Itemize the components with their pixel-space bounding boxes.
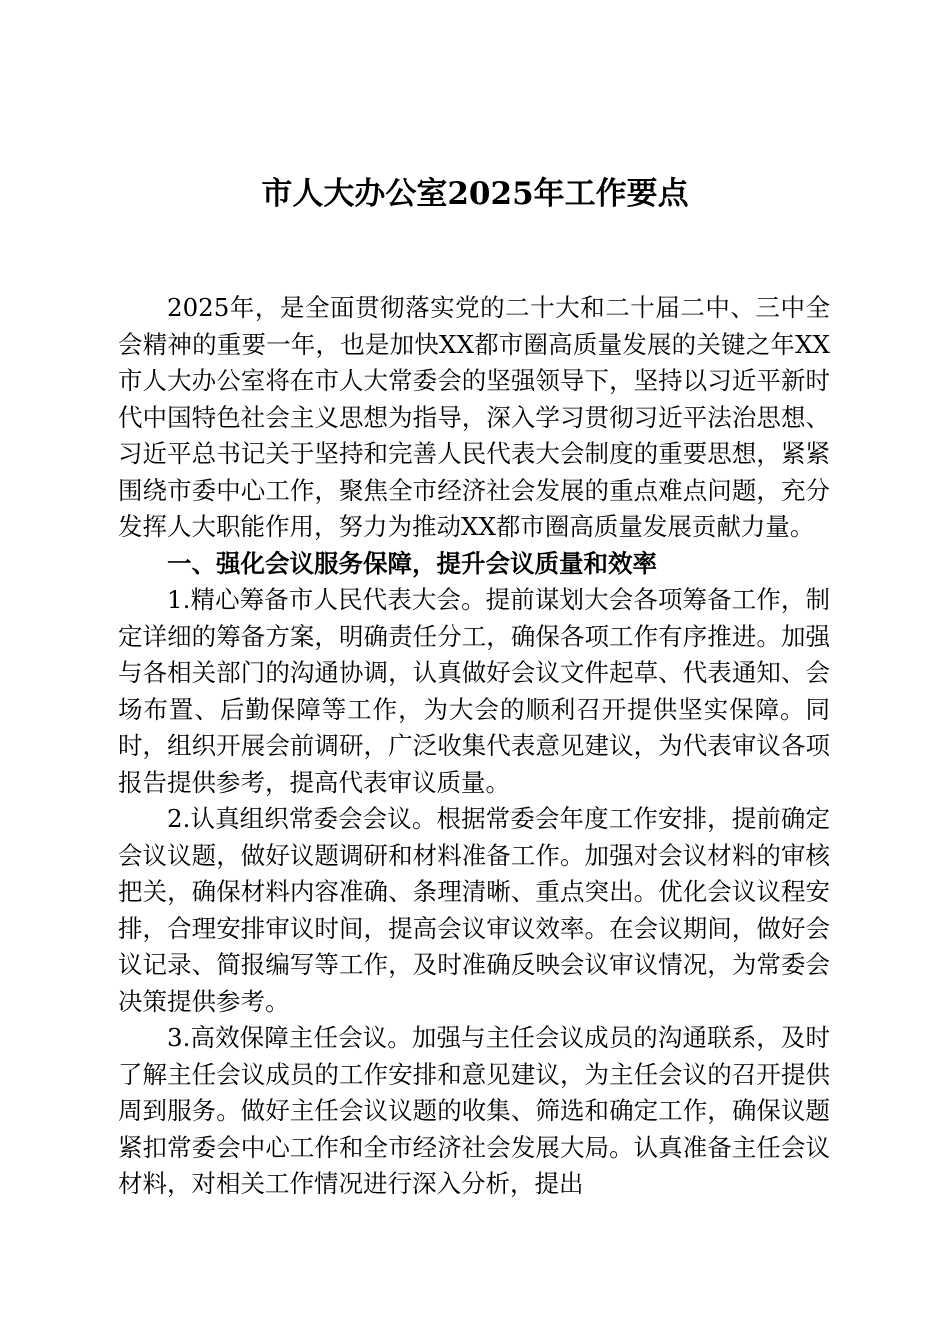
document-body [118, 290, 830, 1203]
item-paragraph-3: 3.高效保障主任会议。加强与主任会议成员的沟通联系，及时了解主任会议成员的工作安排和意见建议，为主任会议的召开提供周到服务。做好主任会议议题的收集、筛选和确定工作，确保议题紧扣常委会中心工作和全市经济社会发展大局。认真准备主任会议材料，对相关工作情况进行深入分析，提出 [118, 1023, 830, 1198]
intro-paragraph: 2025年，是全面贯彻落实党的二十大和二十届二中、三中全会精神的重要一年，也是加快XX都市圈高质量发展的关键之年XX市人大办公室将在市人大常委会的坚强领导下，坚持以习近平新时代中国特色社会主义思想为指导，深入学习贯彻习近平法治思想、习近平总书记关于坚持和完善人民代表大会制度的重要思想，紧紧围绕市委中心工作，聚焦全市经济社会发展的重点难点问题，充分发挥人大职能作用，努力为推动XX都市圈高质量发展贡献力量。 [118, 293, 830, 541]
document-title: 市人大办公室2025年工作要点 [261, 176, 689, 212]
section-heading: 一、强化会议服务保障，提升会议质量和效率 [167, 548, 657, 578]
item-paragraph-1: 1.精心筹备市人民代表大会。提前谋划大会各项筹备工作，制定详细的筹备方案，明确责任分工，确保各项工作有序推进。加强与各相关部门的沟通协调，认真做好会议文件起草、代表通知、会场布置、后勤保障等工作，为大会的顺利召开提供坚实保障。同时，组织开展会前调研，广泛收集代表意见建议，为代表审议各项报告提供参考，提高代表审议质量。 [118, 585, 830, 797]
item-paragraph-2: 2.认真组织常委会会议。根据常委会年度工作安排，提前确定会议议题，做好议题调研和材料准备工作。加强对会议材料的审核把关，确保材料内容准确、条理清晰、重点突出。优化会议议程安排，合理安排审议时间，提高会议审议效率。在会议期间，做好会议记录、简报编写等工作，及时准确反映会议审议情况，为常委会决策提供参考。 [118, 804, 830, 1016]
